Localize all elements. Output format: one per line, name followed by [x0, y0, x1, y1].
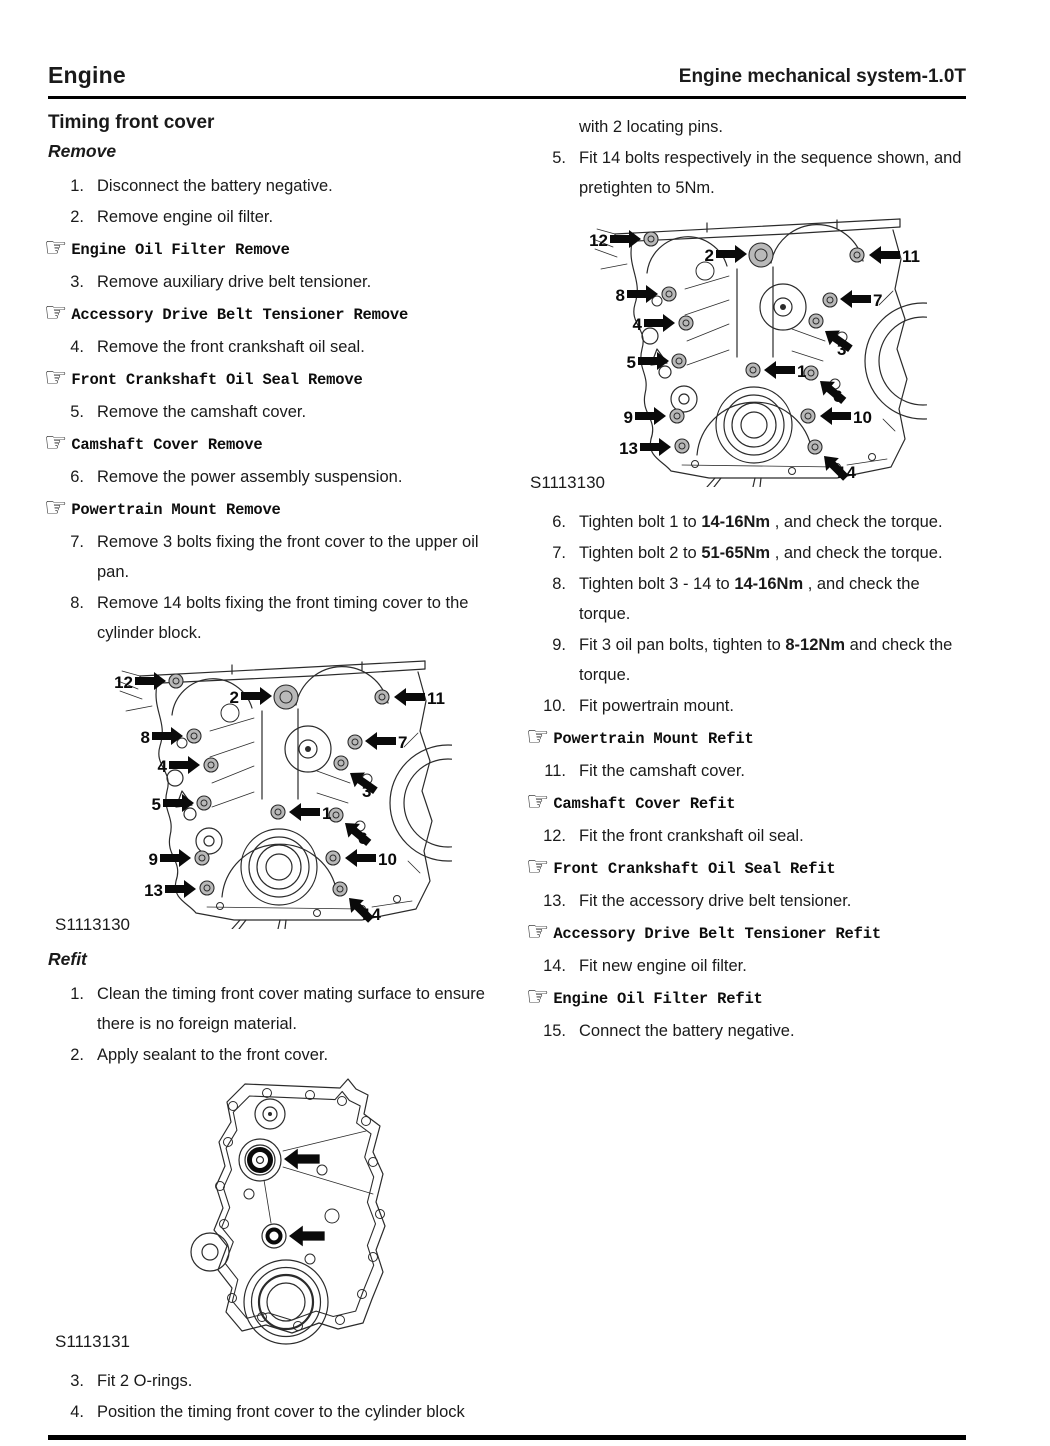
pointing-hand-icon: ☞ — [44, 362, 68, 393]
figure-timing-cover-bolts — [530, 209, 966, 495]
procedure-step — [48, 979, 506, 1039]
bolt-number-label: 3 — [837, 340, 847, 359]
procedure-step — [530, 821, 966, 851]
step-text-fragment: Tighten bolt 2 to — [579, 544, 702, 562]
step-text: Fit powertrain mount. — [579, 697, 734, 715]
bolt-arrow — [365, 732, 396, 750]
procedure-subheading: Refit — [48, 949, 87, 969]
procedure-step — [530, 886, 966, 916]
step-number: 14. — [543, 957, 566, 975]
callout-text: Accessory Drive Belt Tensioner Refit — [553, 924, 881, 943]
step-text: Fit the front crankshaft oil seal. — [579, 827, 804, 845]
step-number: 3. — [70, 273, 84, 291]
callout-text: Accessory Drive Belt Tensioner Remove — [71, 305, 409, 324]
torque-value: 8-12Nm — [785, 636, 845, 654]
pointing-hand-icon: ☞ — [44, 492, 68, 523]
step-number: 5. — [70, 403, 84, 421]
step-number: 9. — [552, 636, 566, 654]
procedure-step — [48, 171, 506, 201]
step-text-fragment: , and check the torque. — [770, 544, 943, 562]
bolt-arrow — [627, 285, 658, 303]
procedure-step — [530, 538, 966, 568]
engine-front-cover-bolts-diagram — [587, 209, 927, 487]
step-number: 3. — [70, 1372, 84, 1390]
procedure-step — [530, 569, 966, 629]
o-ring-arrow-upper — [284, 1149, 320, 1170]
step-continuation-text: with 2 locating pins. — [579, 118, 723, 136]
step-number: 4. — [70, 338, 84, 356]
step-number: 8. — [70, 594, 84, 612]
bolt-arrow — [644, 314, 675, 332]
bolt-arrow — [241, 687, 272, 705]
step-text: Fit 2 O-rings. — [97, 1372, 193, 1390]
bolt-number-label: 11 — [427, 689, 445, 708]
procedure-step — [48, 397, 506, 427]
bolt-number-label: 5 — [151, 795, 161, 814]
step-text — [579, 538, 943, 568]
page-header-left: Engine — [48, 62, 126, 88]
figure-caption: S1113131 — [55, 1332, 130, 1351]
bolt-sequence-callouts — [589, 230, 920, 484]
procedure-step — [48, 1397, 506, 1427]
footer-rule — [48, 1435, 966, 1440]
bolt-number-label: 7 — [873, 291, 883, 310]
header-rule — [48, 96, 966, 99]
left-column-blocks — [44, 141, 506, 1427]
cross-reference-callout — [526, 916, 966, 950]
torque-value: 14-16Nm — [734, 575, 804, 593]
bolt-arrow — [165, 880, 196, 898]
step-text-fragment: Tighten bolt 3 - 14 to — [579, 575, 735, 593]
procedure-step — [530, 143, 966, 203]
bolt-arrow — [289, 803, 320, 821]
callout-text: Front Crankshaft Oil Seal Remove — [71, 370, 363, 389]
step-text-fragment: and check the torque. — [579, 636, 953, 684]
procedure-step — [530, 691, 966, 721]
bolt-number-label: 3 — [362, 782, 372, 801]
step-text: Position the timing front cover to the cylinder block — [97, 1403, 465, 1421]
bolt-number-label: 1 — [322, 804, 332, 823]
bolt-arrow — [640, 438, 671, 456]
step-number: 11. — [544, 762, 566, 780]
pointing-hand-icon: ☞ — [526, 786, 550, 817]
bolt-number-label: 5 — [626, 353, 636, 372]
callout-text: Front Crankshaft Oil Seal Refit — [553, 859, 836, 878]
column-left — [44, 112, 506, 1428]
bolt-sequence-callouts — [114, 672, 445, 926]
bolt-arrow — [820, 407, 851, 425]
figure-caption: S1113130 — [530, 473, 605, 492]
procedure-step — [530, 507, 966, 537]
cross-reference-callout — [44, 297, 506, 331]
bolt-number-label: 9 — [623, 408, 633, 427]
bolt-number-label: 6 — [833, 387, 843, 406]
callout-text: Powertrain Mount Remove — [71, 500, 281, 519]
right-column-blocks — [526, 112, 966, 1046]
cross-reference-callout — [44, 232, 506, 266]
procedure-step — [48, 1040, 506, 1070]
step-text: Remove 3 bolts fixing the front cover to the upper oil pan. — [97, 533, 479, 581]
bolt-number-label: 9 — [148, 850, 158, 869]
bolt-number-label: 12 — [589, 231, 608, 250]
bolt-arrow — [339, 816, 374, 850]
cross-reference-callout — [526, 981, 966, 1015]
bolt-number-label: 12 — [114, 673, 133, 692]
bolt-arrow — [345, 849, 376, 867]
bolt-number-label: 13 — [144, 881, 163, 900]
step-text — [579, 630, 966, 690]
bolt-arrow — [869, 246, 900, 264]
procedure-step — [48, 267, 506, 297]
bolt-number-label: 8 — [140, 728, 150, 747]
o-ring-arrow-lower — [289, 1226, 325, 1247]
bolt-arrow — [716, 245, 747, 263]
procedure-step — [48, 1366, 506, 1396]
engine-front-cover-bolts-diagram — [112, 651, 452, 929]
procedure-step — [530, 630, 966, 690]
step-number: 1. — [70, 985, 84, 1003]
procedure-step — [48, 527, 506, 587]
step-text: Remove the front crankshaft oil seal. — [97, 338, 365, 356]
pointing-hand-icon: ☞ — [44, 297, 68, 328]
cross-reference-callout — [526, 786, 966, 820]
step-text: Fit the camshaft cover. — [579, 762, 745, 780]
callout-text: Camshaft Cover Refit — [553, 794, 736, 813]
bolt-arrow — [814, 374, 849, 408]
pointing-hand-icon: ☞ — [526, 851, 550, 882]
page-header-right: Engine mechanical system-1.0T — [678, 66, 966, 87]
procedure-step — [48, 332, 506, 362]
cross-reference-callout — [44, 492, 506, 526]
cross-reference-callout — [526, 721, 966, 755]
step-text-fragment: Fit 3 oil pan bolts, tighten to — [579, 636, 786, 654]
bolt-arrow — [152, 727, 183, 745]
step-text-fragment: , and check the torque. — [770, 513, 943, 531]
callout-text: Engine Oil Filter Refit — [553, 989, 763, 1008]
step-number: 8. — [552, 575, 566, 593]
procedure-step — [530, 1016, 966, 1046]
step-text — [579, 507, 943, 537]
step-text: Clean the timing front cover mating surface to ensure there is no foreign material. — [97, 985, 485, 1033]
bolt-arrow — [840, 290, 871, 308]
step-number: 4. — [70, 1403, 84, 1421]
procedure-step — [48, 202, 506, 232]
pointing-hand-icon: ☞ — [526, 916, 550, 947]
bolt-number-label: 2 — [229, 688, 239, 707]
bolt-number-label: 7 — [398, 733, 408, 752]
pointing-hand-icon: ☞ — [526, 721, 550, 752]
section-title: Timing front cover — [48, 112, 215, 133]
bolt-number-label: 2 — [704, 246, 714, 265]
step-text: Fit the accessory drive belt tensioner. — [579, 892, 852, 910]
bolt-arrow — [635, 407, 666, 425]
step-number: 13. — [543, 892, 566, 910]
pointing-hand-icon: ☞ — [44, 427, 68, 458]
procedure-step — [48, 588, 506, 648]
timing-front-cover-diagram — [170, 1074, 410, 1346]
bolt-arrow — [394, 688, 425, 706]
bolt-number-label: 4 — [157, 757, 167, 776]
bolt-number-label: 13 — [619, 439, 638, 458]
step-text: Disconnect the battery negative. — [97, 177, 333, 195]
torque-value: 14-16Nm — [701, 513, 771, 531]
procedure-step — [530, 756, 966, 786]
step-text-fragment: Tighten bolt 1 to — [579, 513, 702, 531]
figure-timing-front-cover — [48, 1074, 506, 1354]
step-text — [579, 569, 966, 629]
step-text: Remove engine oil filter. — [97, 208, 274, 226]
step-text: Fit new engine oil filter. — [579, 957, 747, 975]
step-text: Remove auxiliary drive belt tensioner. — [97, 273, 372, 291]
step-text: Fit 14 bolts respectively in the sequence shown, and pretighten to 5Nm. — [579, 149, 962, 197]
step-number: 7. — [552, 544, 566, 562]
step-text: Remove the camshaft cover. — [97, 403, 307, 421]
procedure-subheading: Remove — [48, 141, 117, 161]
figure-timing-cover-bolts — [48, 651, 506, 937]
bolt-number-label: 14 — [837, 463, 856, 482]
pointing-hand-icon: ☞ — [44, 232, 68, 263]
bolt-arrow — [764, 361, 795, 379]
bolt-number-label: 14 — [362, 905, 381, 924]
step-text-fragment: , and check the torque. — [579, 575, 920, 623]
bolt-arrow — [160, 849, 191, 867]
step-number: 15. — [543, 1022, 566, 1040]
step-number: 10. — [543, 697, 566, 715]
procedure-step — [530, 951, 966, 981]
step-text: Apply sealant to the front cover. — [97, 1046, 329, 1064]
figure-caption: S1113130 — [55, 915, 130, 934]
callout-text: Engine Oil Filter Remove — [71, 240, 290, 259]
pointing-hand-icon: ☞ — [526, 981, 550, 1012]
column-right — [526, 112, 966, 1047]
cross-reference-callout — [44, 427, 506, 461]
step-number: 1. — [70, 177, 84, 195]
step-number: 12. — [543, 827, 566, 845]
bolt-arrow — [169, 756, 200, 774]
bolt-number-label: 10 — [378, 850, 397, 869]
bolt-number-label: 11 — [902, 247, 920, 266]
bolt-number-label: 1 — [797, 362, 807, 381]
procedure-step — [48, 462, 506, 492]
torque-value: 51-65Nm — [701, 544, 771, 562]
cross-reference-callout — [526, 851, 966, 885]
bolt-number-label: 10 — [853, 408, 872, 427]
step-number: 5. — [552, 149, 566, 167]
step-number: 7. — [70, 533, 84, 551]
step-text: Remove the power assembly suspension. — [97, 468, 403, 486]
callout-text: Camshaft Cover Remove — [71, 435, 263, 454]
step-text: Connect the battery negative. — [579, 1022, 795, 1040]
cross-reference-callout — [44, 362, 506, 396]
step-number: 6. — [552, 513, 566, 531]
bolt-number-label: 8 — [615, 286, 625, 305]
step-number: 2. — [70, 208, 84, 226]
step-text: Remove 14 bolts fixing the front timing cover to the cylinder block. — [97, 594, 469, 642]
step-number: 6. — [70, 468, 84, 486]
step-number: 2. — [70, 1046, 84, 1064]
bolt-number-label: 6 — [358, 829, 368, 848]
bolt-number-label: 4 — [632, 315, 642, 334]
callout-text: Powertrain Mount Refit — [553, 729, 754, 748]
